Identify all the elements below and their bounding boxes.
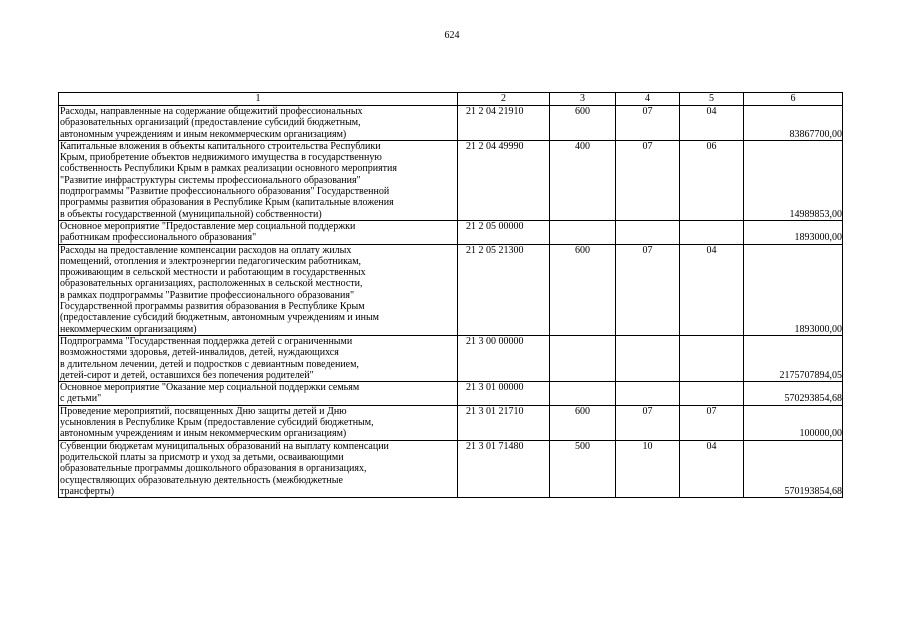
row-description: Подпрограмма "Государственная поддержка детей с ограниченными возможностями здоровья, детей-инвалидов, детей, нуждающихся в длительном лечении, детей и подростков с девиантным поведением, детей-сирот и детей, оставшихся без попечения родителей" <box>59 335 458 381</box>
row-section: 07 <box>616 106 680 141</box>
row-description: Основное мероприятие "Предоставление мер социальной поддержки работникам профессионального образования" <box>59 220 458 244</box>
row-target-code: 21 2 04 21910 <box>458 106 550 141</box>
table-row <box>59 244 843 335</box>
row-subsection: 04 <box>680 106 744 141</box>
row-subsection: 06 <box>680 140 744 220</box>
row-section: 07 <box>616 244 680 335</box>
row-description: Капитальные вложения в объекты капитального строительства Республики Крым, приобретение объектов недвижимого имущества в государственную собственность Республики Крым в рамках реализации основного мероприятия "Развитие инфраструктуры системы профессионального образования" подпрограммы "Развитие профессионального образования" Государственной программы развития образования в Республике Крым (капитальные вложения в объекты государственной (муниципальной) собственности) <box>59 140 458 220</box>
row-amount: 100000,00 <box>744 405 843 440</box>
row-expense-type: 600 <box>550 106 616 141</box>
row-subsection: 04 <box>680 440 744 497</box>
row-subsection <box>680 220 744 244</box>
row-section <box>616 220 680 244</box>
column-header: 1 <box>59 93 458 106</box>
row-subsection <box>680 382 744 406</box>
row-amount: 1893000,00 <box>744 220 843 244</box>
row-expense-type: 400 <box>550 140 616 220</box>
row-section: 07 <box>616 140 680 220</box>
budget-table <box>58 92 843 498</box>
row-expense-type: 600 <box>550 244 616 335</box>
row-description: Проведение мероприятий, посвященных Дню защиты детей и Дню усыновления в Республике Крым (предоставление субсидий бюджетным, автономным учреждениям и иным некоммерческим организациям) <box>59 405 458 440</box>
table-row <box>59 335 843 381</box>
row-target-code: 21 3 01 21710 <box>458 405 550 440</box>
row-expense-type: 500 <box>550 440 616 497</box>
row-expense-type <box>550 382 616 406</box>
row-amount: 83867700,00 <box>744 106 843 141</box>
row-subsection: 04 <box>680 244 744 335</box>
row-description: Субвенции бюджетам муниципальных образований на выплату компенсации родительской платы за присмотр и уход за детьми, осваивающими образовательные программы дошкольного образования в организациях, осуществляющих образовательную деятельность (межбюджетные трансферты) <box>59 440 458 497</box>
column-header: 3 <box>550 93 616 106</box>
row-description: Расходы на предоставление компенсации расходов на оплату жилых помещений, отопления и электроэнергии педагогическим работникам, проживающим в сельской местности и работающим в государственных образовательных организациях, расположенных в сельской местности, в рамках подпрограммы "Развитие профессионального образования" Государственной программы развития образования в Республике Крым (предоставление субсидий бюджетным, автономным учреждениям и иным некоммерческим организациям) <box>59 244 458 335</box>
row-section: 07 <box>616 405 680 440</box>
table-row <box>59 106 843 141</box>
column-header: 5 <box>680 93 744 106</box>
column-header: 2 <box>458 93 550 106</box>
row-target-code: 21 3 01 00000 <box>458 382 550 406</box>
row-subsection <box>680 335 744 381</box>
row-expense-type: 600 <box>550 405 616 440</box>
row-section: 10 <box>616 440 680 497</box>
row-target-code: 21 3 00 00000 <box>458 335 550 381</box>
row-expense-type <box>550 335 616 381</box>
row-subsection: 07 <box>680 405 744 440</box>
table-row <box>59 382 843 406</box>
table-row <box>59 405 843 440</box>
row-amount: 570193854,68 <box>744 440 843 497</box>
column-number-row <box>59 93 843 106</box>
column-header: 6 <box>744 93 843 106</box>
row-description: Расходы, направленные на содержание общежитий профессиональных образовательных организаций (предоставление субсидий бюджетным, автономным учреждениям и иным некоммерческим организациям) <box>59 106 458 141</box>
row-amount: 570293854,68 <box>744 382 843 406</box>
row-target-code: 21 3 01 71480 <box>458 440 550 497</box>
table-row <box>59 440 843 497</box>
row-target-code: 21 2 05 00000 <box>458 220 550 244</box>
row-expense-type <box>550 220 616 244</box>
row-target-code: 21 2 05 21300 <box>458 244 550 335</box>
row-amount: 14989853,00 <box>744 140 843 220</box>
column-header: 4 <box>616 93 680 106</box>
row-amount: 2175707894,05 <box>744 335 843 381</box>
page-number: 624 <box>444 30 460 41</box>
row-target-code: 21 2 04 49990 <box>458 140 550 220</box>
row-section <box>616 382 680 406</box>
row-description: Основное мероприятие "Оказание мер социальной поддержки семьям с детьми" <box>59 382 458 406</box>
row-amount: 1893000,00 <box>744 244 843 335</box>
table-row <box>59 220 843 244</box>
table-row <box>59 140 843 220</box>
row-section <box>616 335 680 381</box>
